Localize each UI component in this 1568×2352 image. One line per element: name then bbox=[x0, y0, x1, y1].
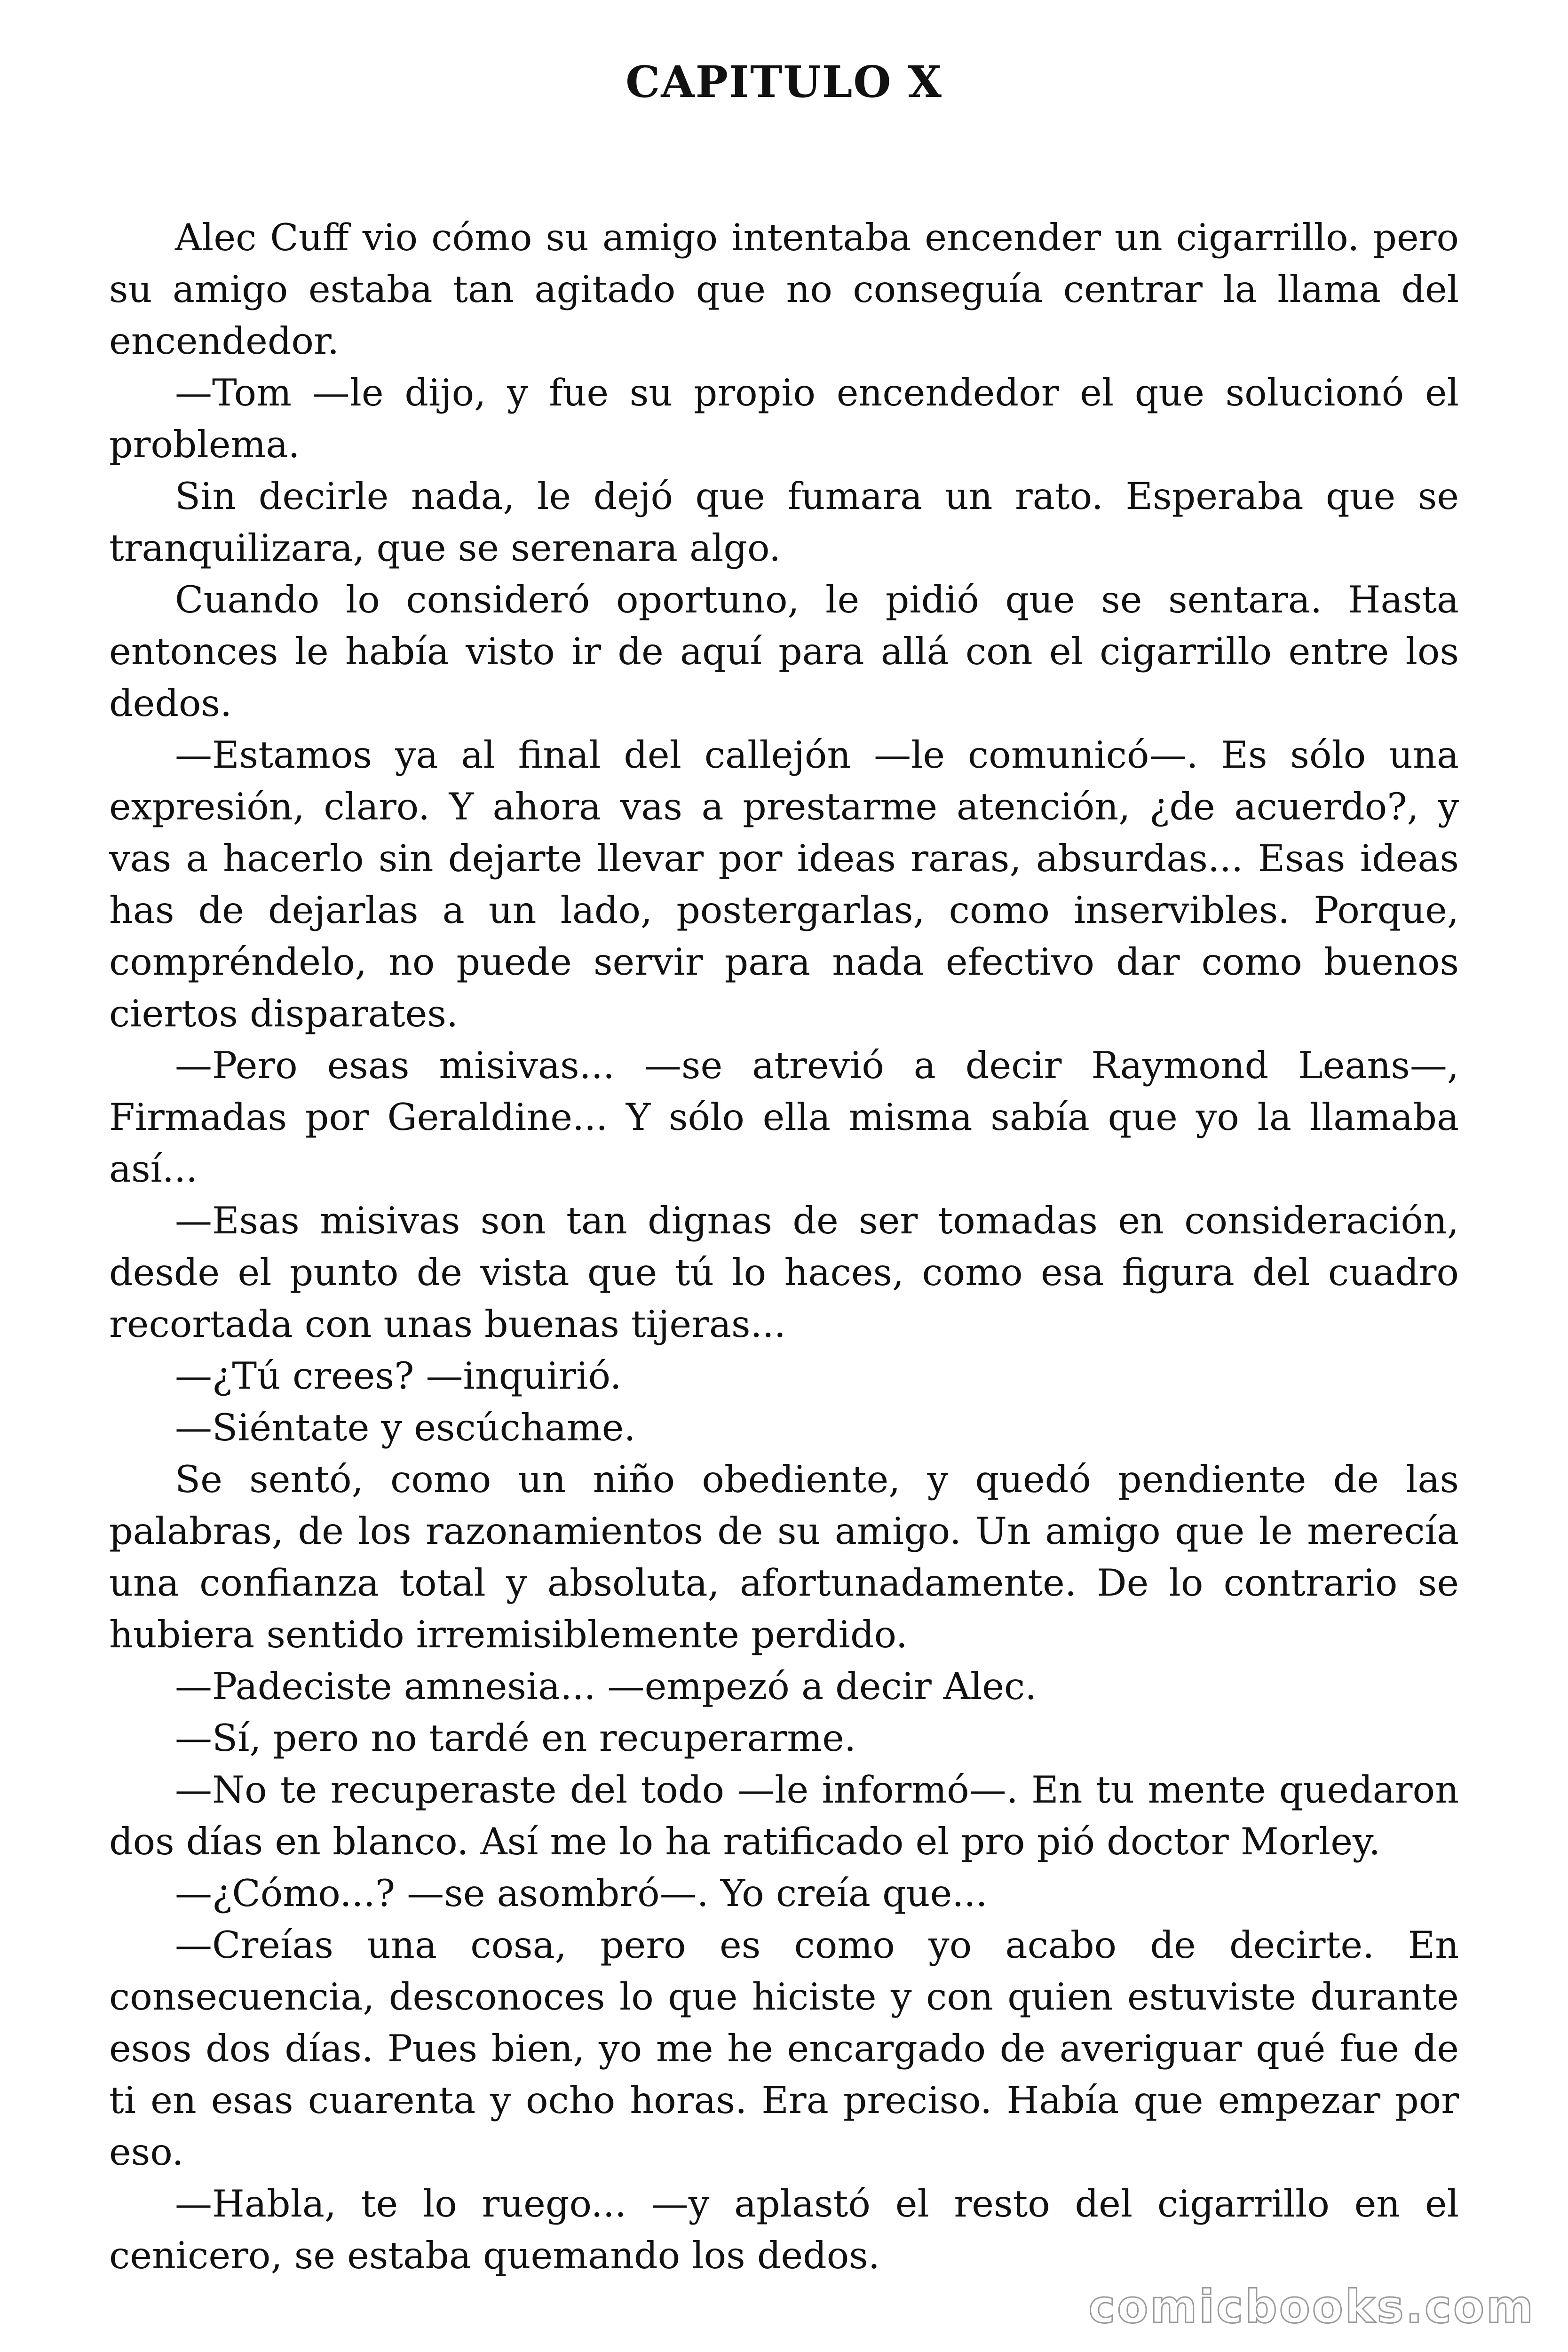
paragraph: —¿Cómo...? —se asombró—. Yo creía que... bbox=[175, 1872, 988, 1915]
chapter-title: CAPITULO X bbox=[626, 56, 942, 107]
paragraph: —Siéntate y escúchame. bbox=[175, 1406, 636, 1449]
paragraph: Se sentó, como un niño obediente, y quedó pendiente de las palabras, de los razonamientos de su amigo. Un amigo que le merecía una confianza total y absoluta, afortunadamente. De lo contrario se hubiera sentido irremisiblemente perdido. bbox=[109, 1458, 1459, 1656]
paragraph: —Tom —le dijo, y fue su propio encendedor el que solucionó el problema. bbox=[109, 371, 1459, 466]
paragraph: —Padeciste amnesia... —empezó a decir Alec. bbox=[175, 1665, 1037, 1708]
paragraph: Sin decirle nada, le dejó que fumara un rato. Esperaba que se tranquilizara, que se serenara algo. bbox=[109, 475, 1459, 570]
watermark: comicbooks.com bbox=[1088, 2280, 1535, 2333]
paragraph: —Estamos ya al final del callejón —le comunicó—. Es sólo una expresión, claro. Y ahora vas a prestarme atención, ¿de acuerdo?, y vas a hacerlo sin dejarte llevar por ideas raras, absurdas... Esas ideas has de dejarlas a un lado, postergarlas, como inservibles. Porque, compréndelo, no puede servir para nada efectivo dar como buenos ciertos disparates. bbox=[109, 733, 1459, 1035]
paragraph: —¿Tú crees? —inquirió. bbox=[175, 1354, 622, 1398]
paragraph: —Sí, pero no tardé en recuperarme. bbox=[175, 1716, 856, 1760]
paragraph: Cuando lo consideró oportuno, le pidió que se sentara. Hasta entonces le había visto ir de aquí para allá con el cigarrillo entre los dedos. bbox=[109, 578, 1459, 725]
chapter-body bbox=[109, 212, 1459, 2281]
paragraph: Alec Cuff vio cómo su amigo intentaba encender un cigarrillo. pero su amigo estaba tan agitado que no conseguía centrar la llama del encendedor. bbox=[109, 216, 1459, 363]
paragraph: —No te recuperaste del todo —le informó—. En tu mente quedaron dos días en blanco. Así me lo ha ratificado el pro pió doctor Morley. bbox=[109, 1768, 1459, 1863]
paragraph: —Pero esas misivas... —se atrevió a decir Raymond Leans—, Firmadas por Geraldine... Y sólo ella misma sabía que yo la llamaba así... bbox=[109, 1044, 1459, 1191]
paragraph: —Creías una cosa, pero es como yo acabo de decirte. En consecuencia, desconoces lo que hiciste y con quien estuviste durante esos dos días. Pues bien, yo me he encargado de averiguar qué fue de ti en esas cuarenta y ocho horas. Era preciso. Había que empezar por eso. bbox=[109, 1923, 1459, 2174]
paragraph: —Esas misivas son tan dignas de ser tomadas en consideración, desde el punto de vista que tú lo haces, como esa figura del cuadro recortada con unas buenas tijeras... bbox=[109, 1199, 1459, 1346]
paragraph: —Habla, te lo ruego... —y aplastó el resto del cigarrillo en el cenicero, se estaba quemando los dedos. bbox=[109, 2182, 1459, 2277]
